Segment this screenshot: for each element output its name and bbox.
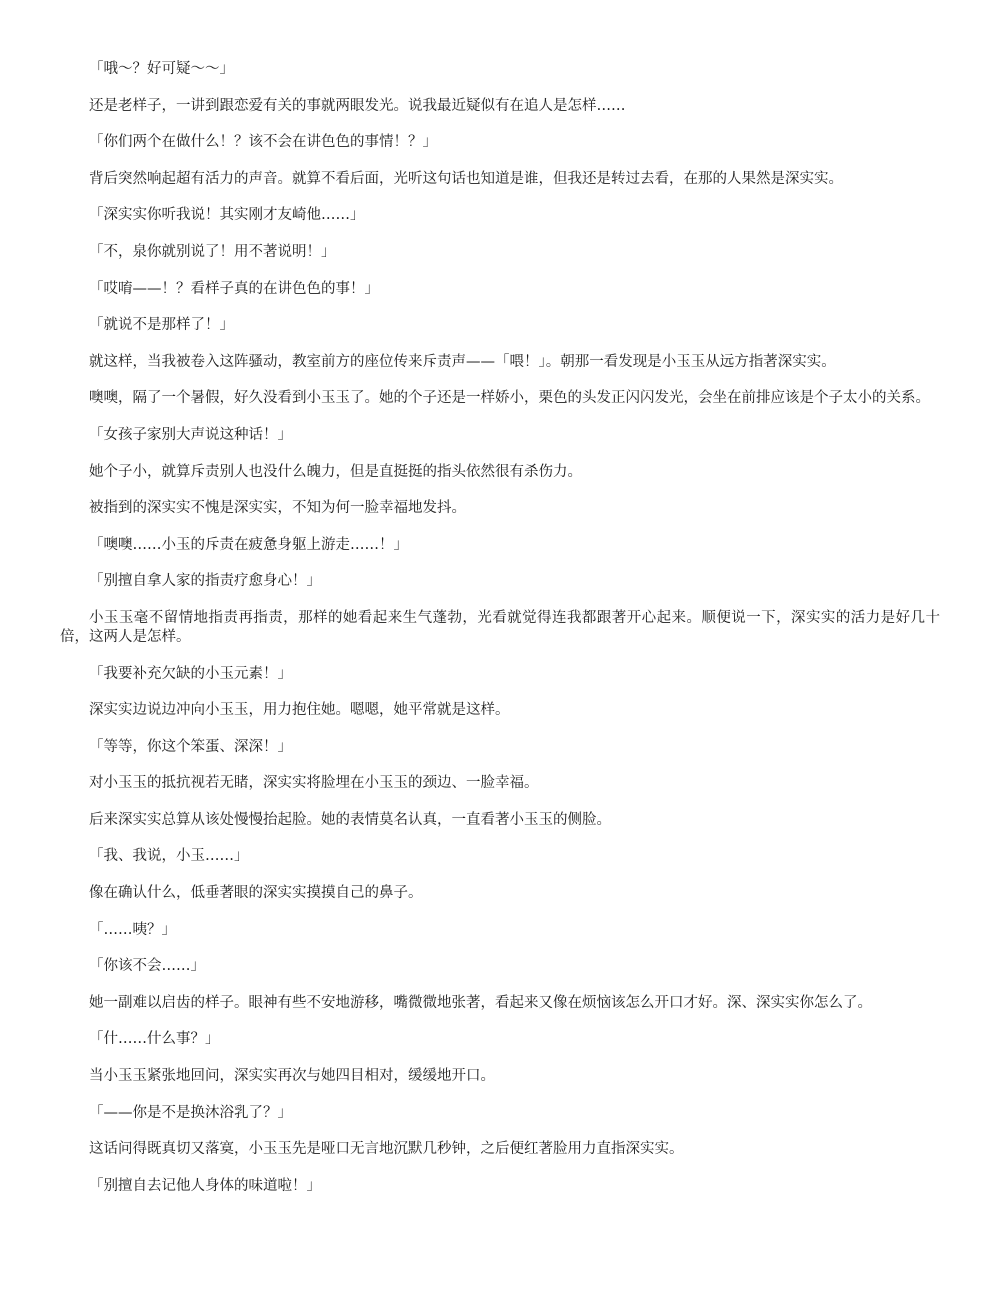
- paragraph: 当小玉玉紧张地回问，深实实再次与她四目相对，缓缓地开口。: [89, 1068, 495, 1085]
- paragraph: 「我要补充欠缺的小玉元素！」: [89, 665, 292, 682]
- paragraph: 这话问得既真切又落寞，小玉玉先是哑口无言地沉默几秒钟，之后便红著脸用力直指深实实。: [89, 1141, 684, 1158]
- paragraph: 「……咦？」: [89, 921, 176, 938]
- paragraph: 后来深实实总算从该处慢慢抬起脸。她的表情莫名认真，一直看著小玉玉的侧脸。: [89, 811, 611, 828]
- paragraph: 「我、我说，小玉……」: [89, 848, 249, 865]
- paragraph: 「等等，你这个笨蛋、深深！」: [89, 738, 292, 755]
- paragraph: 「什……什么事？」: [89, 1031, 220, 1048]
- paragraph: 她一副难以启齿的样子。眼神有些不安地游移，嘴微微地张著，看起来又像在烦恼该怎么开口才好。深、深实实你怎么了。: [89, 994, 872, 1011]
- paragraph: 「哦～？好可疑～～」: [89, 61, 234, 77]
- paragraph: 背后突然响起超有活力的声音。就算不看后面，光听这句话也知道是谁，但我还是转过去看，在那的人果然是深实实。: [89, 170, 843, 187]
- paragraph: 「噢噢……小玉的斥责在疲惫身躯上游走……！」: [89, 536, 408, 553]
- paragraph: 被指到的深实实不愧是深实实，不知为何一脸幸福地发抖。: [89, 500, 466, 517]
- paragraph: 对小玉玉的抵抗视若无睹，深实实将脸埋在小玉玉的颈边、一脸幸福。: [89, 775, 539, 792]
- paragraph: 噢噢，隔了一个暑假，好久没看到小玉玉了。她的个子还是一样娇小，栗色的头发正闪闪发光，会坐在前排应该是个子太小的关系。: [89, 390, 930, 407]
- document-page: [60, 60, 940, 1213]
- paragraph: 「哎唷——！？看样子真的在讲色色的事！」: [89, 280, 379, 297]
- paragraph: 小玉玉毫不留情地指责再指责，那样的她看起来生气蓬勃，光看就觉得连我都跟著开心起来。顺便说一下，深实实的活力是好几十倍，这两人是怎样。: [60, 609, 940, 645]
- paragraph: 深实实边说边冲向小玉玉，用力抱住她。嗯嗯，她平常就是这样。: [89, 702, 510, 719]
- paragraph: 「你该不会……」: [89, 958, 205, 975]
- paragraph: 「——你是不是换沐浴乳了？」: [89, 1104, 292, 1121]
- paragraph: 「别擅自拿人家的指责疗愈身心！」: [89, 573, 321, 590]
- paragraph: 「你们两个在做什么！？该不会在讲色色的事情！？」: [89, 134, 437, 151]
- paragraph: 「别擅自去记他人身体的味道啦！」: [89, 1177, 321, 1194]
- paragraph: 「就说不是那样了！」: [89, 317, 234, 334]
- paragraph: 就这样，当我被卷入这阵骚动，教室前方的座位传来斥责声——「喂！」。朝那一看发现是小玉玉从远方指著深实实。: [89, 353, 836, 370]
- paragraph: 像在确认什么，低垂著眼的深实实摸摸自己的鼻子。: [89, 885, 423, 902]
- paragraph: 还是老样子，一讲到跟恋爱有关的事就两眼发光。说我最近疑似有在追人是怎样……: [89, 97, 626, 114]
- paragraph: 「不，泉你就别说了！用不著说明！」: [89, 243, 336, 260]
- paragraph: 她个子小，就算斥责别人也没什么魄力，但是直挺挺的指头依然很有杀伤力。: [89, 463, 582, 480]
- paragraph: 「女孩子家别大声说这种话！」: [89, 426, 292, 443]
- paragraph: 「深实实你听我说！其实刚才友崎他……」: [89, 207, 365, 224]
